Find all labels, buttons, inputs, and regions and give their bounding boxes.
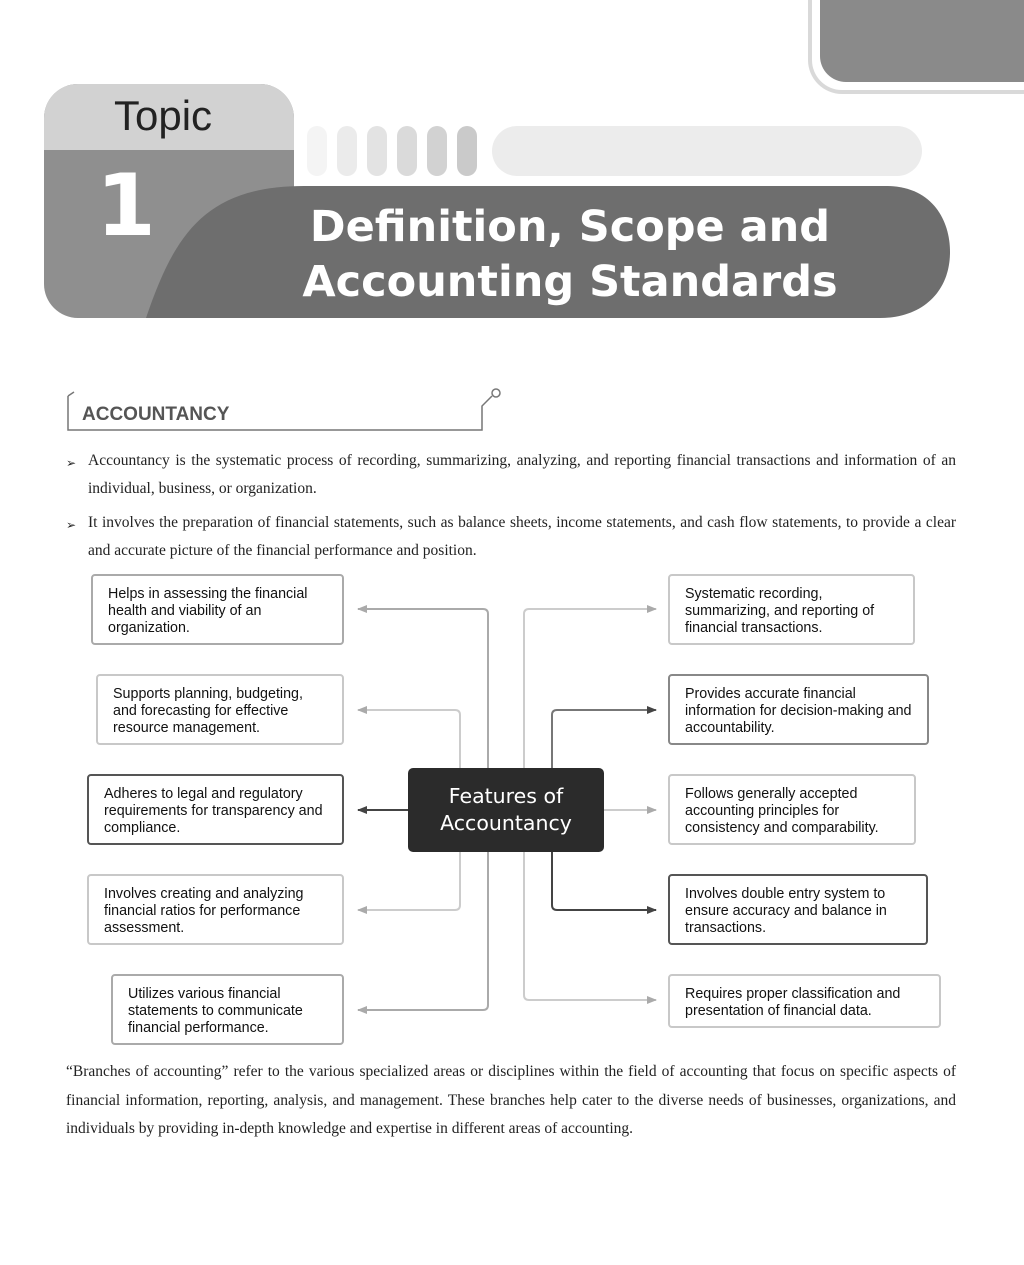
page-title-line-2: Accounting Standards xyxy=(302,257,838,307)
feature-box-left-3: Adheres to legal and regulatory requirements for transparency and compliance. xyxy=(87,774,344,845)
feature-box-right-4: Involves double entry system to ensure accuracy and balance in transactions. xyxy=(668,874,928,945)
topic-number: 1 xyxy=(96,156,156,256)
bullet-marker-icon: ➢ xyxy=(66,518,77,532)
topic-label: Topic xyxy=(114,92,213,139)
feature-box-left-5: Utilizes various financial statements to communicate financial performance. xyxy=(111,974,344,1045)
feature-box-left-4: Involves creating and analyzing financial ratios for performance assessment. xyxy=(87,874,344,945)
bullet-text: It involves the preparation of financial statements, such as balance sheets, income statements, and cash flow statements, to provide a clear and accurate picture of the financial performance and position. xyxy=(88,514,956,559)
body-paragraph: “Branches of accounting” refer to the various specialized areas or disciplines within the field of accounting that focus on specific aspects of financial information, reporting, analysis, and management. These branches help cater to the diverse needs of businesses, organizations, and individuals by providing in-depth knowledge and expertise in different areas of accounting. xyxy=(66,1063,956,1137)
bullet-text: Accountancy is the systematic process of recording, summarizing, analyzing, and reporting financial transactions and information of an individual, business, or organization. xyxy=(88,452,956,497)
bullet-marker-icon: ➢ xyxy=(66,456,77,470)
feature-box-right-3: Follows generally accepted accounting principles for consistency and comparability. xyxy=(668,774,916,845)
feature-box-right-1: Systematic recording, summarizing, and reporting of financial transactions. xyxy=(668,574,915,645)
page-title-line-1: Definition, Scope and xyxy=(309,202,831,252)
feature-box-right-2: Provides accurate financial information for decision-making and accountability. xyxy=(668,674,929,745)
feature-box-right-5: Requires proper classification and presentation of financial data. xyxy=(668,974,941,1028)
section-title: ACCOUNTANCY xyxy=(82,404,230,425)
feature-box-left-2: Supports planning, budgeting, and forecasting for effective resource management. xyxy=(96,674,344,745)
mindmap-center: Features of Accountancy xyxy=(408,768,604,852)
feature-box-left-1: Helps in assessing the financial health and viability of an organization. xyxy=(91,574,344,645)
